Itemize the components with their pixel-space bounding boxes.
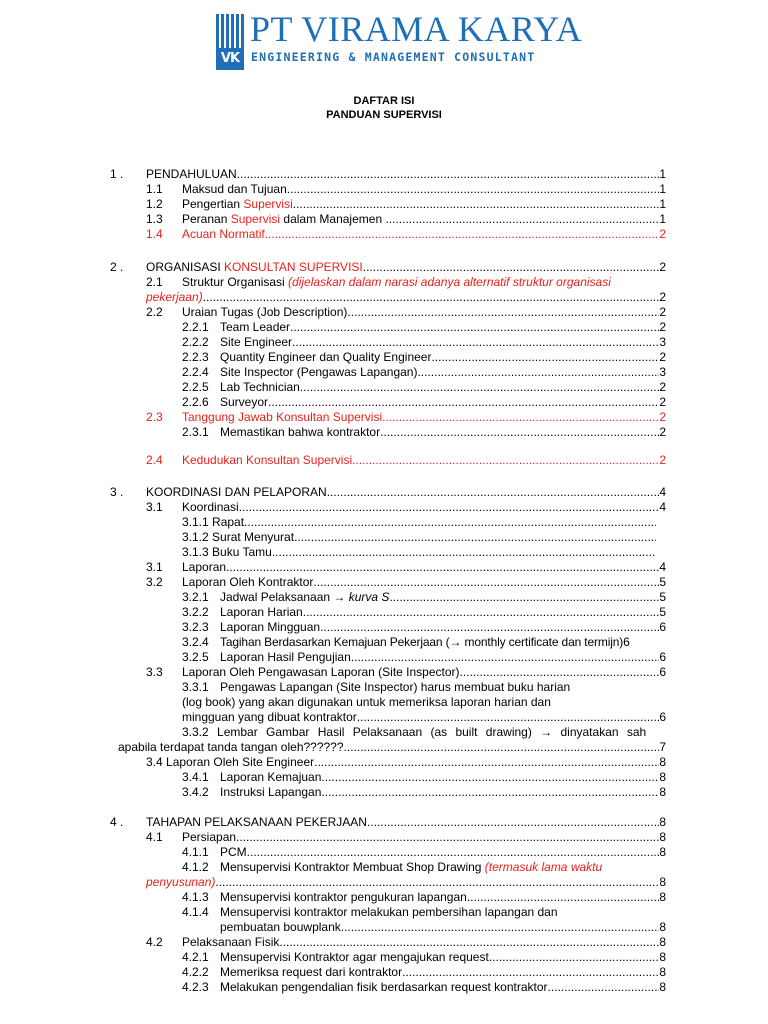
toc-title: Uraian Tugas (Job Description) bbox=[182, 305, 348, 319]
toc-number: 2.2.3 bbox=[182, 350, 209, 364]
toc-title: Acuan Normatif bbox=[182, 227, 265, 241]
toc-page: 6 bbox=[659, 620, 666, 634]
toc-number: 4.1.2 bbox=[182, 860, 209, 874]
toc-title: Laporan Mingguan bbox=[220, 620, 321, 634]
toc-title-continued: apabila terdapat tanda tangan oleh?????? bbox=[118, 740, 344, 754]
toc-title: Quantity Engineer dan Quality Engineer bbox=[220, 350, 432, 364]
toc-number: 3.4.2 bbox=[182, 785, 209, 799]
toc-title: Mensupervisi Kontraktor Membuat Shop Drawing (termasuk lama waktu bbox=[220, 860, 603, 874]
toc-title: Laporan Hasil Pengujian bbox=[220, 650, 351, 664]
toc-entry-3-2-4[interactable] bbox=[182, 635, 768, 650]
toc-title: TAHAPAN PELAKSANAAN PEKERJAAN bbox=[146, 815, 367, 829]
toc-entry-3-1-3[interactable] bbox=[182, 545, 768, 560]
toc-title: Memeriksa request dari kontraktor bbox=[220, 965, 403, 979]
toc-entry-1[interactable] bbox=[110, 167, 768, 182]
company-header bbox=[216, 8, 583, 70]
toc-title: Laporan Oleh Pengawasan Laporan (Site Inspector) bbox=[182, 665, 460, 679]
toc-page: 1 bbox=[659, 182, 666, 196]
toc-number: 1.3 bbox=[146, 212, 163, 226]
toc-title: Instruksi Lapangan bbox=[220, 785, 322, 799]
toc-number: 2.2.2 bbox=[182, 335, 209, 349]
toc-title: Laporan Harian bbox=[220, 605, 303, 619]
toc-number: 3.1 bbox=[146, 560, 163, 574]
toc-entry-3-3-1[interactable] bbox=[182, 680, 768, 695]
toc-title: Surveyor bbox=[220, 395, 269, 409]
toc-title: Kedudukan Konsultan Supervisi bbox=[182, 453, 353, 467]
toc-title: Tagihan Berdasarkan Kemajuan Pekerjaan (→ monthly certificate dan termijn)6 bbox=[220, 635, 630, 649]
toc-title: Laporan Kemajuan bbox=[220, 770, 322, 784]
toc-entry-1-1[interactable] bbox=[146, 182, 768, 197]
toc-number: 4.2.2 bbox=[182, 965, 209, 979]
toc-number: 3.2.1 bbox=[182, 590, 209, 604]
toc-entry-3-3-1-line2: (log book) yang akan digunakan untuk memeriksa laporan harian dan bbox=[182, 695, 551, 709]
toc-page: 6 bbox=[659, 710, 666, 724]
toc-entry-3-3[interactable] bbox=[146, 665, 768, 680]
document-subtitle: PANDUAN SUPERVISI bbox=[326, 109, 442, 121]
toc-number: 1.4 bbox=[146, 227, 163, 241]
company-name: PT VIRAMA KARYA bbox=[250, 9, 583, 49]
toc-entry-3-3-2-cont[interactable] bbox=[118, 740, 768, 755]
toc-number: 1 . bbox=[110, 167, 124, 181]
toc-entry-3-2-5[interactable] bbox=[182, 650, 768, 665]
toc-entry-3-1-1[interactable] bbox=[182, 515, 768, 530]
toc-page: 4 bbox=[659, 500, 666, 514]
toc-number: 2.4 bbox=[146, 453, 163, 467]
toc-page: 8 bbox=[659, 830, 666, 844]
toc-number: 4.1.1 bbox=[182, 845, 209, 859]
toc-page: 5 bbox=[659, 605, 666, 619]
toc-entry-4-1-1[interactable] bbox=[182, 845, 768, 860]
toc-title: Maksud dan Tujuan bbox=[182, 182, 287, 196]
toc-number: 4.1.3 bbox=[182, 890, 209, 904]
toc-entry-4-1-3[interactable] bbox=[182, 890, 768, 905]
logo-stripes bbox=[216, 14, 244, 48]
toc-entry-2-2-6[interactable] bbox=[182, 395, 768, 410]
toc-page: 2 bbox=[659, 453, 666, 467]
toc-title: 3.1.3 Buku Tamu bbox=[182, 545, 272, 559]
toc-page: 2 bbox=[659, 260, 666, 274]
toc-entry-2-2-4[interactable] bbox=[182, 365, 768, 380]
toc-page: 1 bbox=[659, 212, 666, 226]
toc-number: 2 . bbox=[110, 260, 124, 274]
toc-title: 3.1.1 Rapat bbox=[182, 515, 245, 529]
toc-title: Pelaksanaan Fisik bbox=[182, 935, 280, 949]
toc-entry-3-1[interactable] bbox=[146, 500, 768, 515]
toc-number: 2.2.4 bbox=[182, 365, 209, 379]
toc-entry-2-2[interactable] bbox=[146, 305, 768, 320]
toc-number: 2.3.1 bbox=[182, 425, 209, 439]
toc-title: Site Inspector (Pengawas Lapangan) bbox=[220, 365, 418, 379]
toc-title: Pengawas Lapangan (Site Inspector) harus membuat buku harian bbox=[220, 680, 571, 694]
toc-page: 1 bbox=[659, 167, 666, 181]
toc-entry-3-2[interactable] bbox=[146, 575, 768, 590]
toc-number: 2.2.1 bbox=[182, 320, 209, 334]
toc-page: 2 bbox=[659, 227, 666, 241]
toc-title: PCM bbox=[220, 845, 247, 859]
toc-number: 3.1 bbox=[146, 500, 163, 514]
toc-number: 2.2 bbox=[146, 305, 163, 319]
toc-page: 8 bbox=[659, 755, 666, 769]
toc-number: 3.4.1 bbox=[182, 770, 209, 784]
toc-entry-3[interactable] bbox=[110, 485, 768, 500]
toc-number: 4.2 bbox=[146, 935, 163, 949]
toc-title: Mensupervisi Kontraktor agar mengajukan request bbox=[220, 950, 489, 964]
toc-title: Lab Technician bbox=[220, 380, 300, 394]
toc-entry-2-1-cont[interactable] bbox=[146, 290, 768, 305]
toc-number: 2.2.6 bbox=[182, 395, 209, 409]
toc-entry-4-1-4[interactable] bbox=[182, 905, 768, 920]
toc-entry-4-2-3[interactable] bbox=[182, 980, 768, 995]
toc-page: 8 bbox=[659, 920, 666, 934]
toc-entry-3-4[interactable] bbox=[146, 755, 768, 770]
toc-number: 3.3 bbox=[146, 665, 163, 679]
toc-title: PENDAHULUAN bbox=[146, 167, 237, 181]
toc-page: 5 bbox=[659, 590, 666, 604]
toc-title: Pengertian Supervisi bbox=[182, 197, 293, 211]
toc-title: 3.1.2 Surat Menyurat bbox=[182, 530, 295, 544]
toc-entry-1-3[interactable] bbox=[146, 212, 768, 227]
toc-entry-4-1-4-cont[interactable] bbox=[220, 920, 768, 935]
toc-page: 8 bbox=[659, 785, 666, 799]
toc-title: Memastikan bahwa kontraktor bbox=[220, 425, 381, 439]
toc-page: 6 bbox=[659, 650, 666, 664]
toc-page: 4 bbox=[659, 485, 666, 499]
document-title: DAFTAR ISI bbox=[353, 95, 415, 107]
toc-entry-4-1-2-cont[interactable] bbox=[146, 875, 768, 890]
toc-entry-4-2-1[interactable] bbox=[182, 950, 768, 965]
toc-entry-1-4[interactable] bbox=[146, 227, 768, 242]
toc-entry-2-1[interactable] bbox=[146, 275, 768, 290]
toc-title: Mensupervisi kontraktor pengukuran lapangan bbox=[220, 890, 467, 904]
toc-entry-3-1-2[interactable] bbox=[182, 530, 768, 545]
toc-number: 3.3.1 bbox=[182, 680, 209, 694]
toc-page: 7 bbox=[659, 740, 666, 754]
company-tagline: ENGINEERING & MANAGEMENT CONSULTANT bbox=[251, 50, 536, 64]
toc-number: 3.2.4 bbox=[182, 635, 209, 649]
toc-number: 2.2.5 bbox=[182, 380, 209, 394]
toc-page: 2 bbox=[659, 305, 666, 319]
toc-title: Persiapan bbox=[182, 830, 237, 844]
toc-title: Laporan Oleh Kontraktor bbox=[182, 575, 314, 589]
toc-page: 8 bbox=[659, 815, 666, 829]
toc-page: 8 bbox=[659, 890, 666, 904]
toc-title-continued: penyusunan) bbox=[146, 875, 216, 889]
toc-page: 5 bbox=[659, 575, 666, 589]
toc-number: 4 . bbox=[110, 815, 124, 829]
toc-entry-2-2-2[interactable] bbox=[182, 335, 768, 350]
toc-number: 2.1 bbox=[146, 275, 163, 289]
toc-entry-2-2-5[interactable] bbox=[182, 380, 768, 395]
toc-page: 2 bbox=[659, 320, 666, 334]
toc-number: 1.2 bbox=[146, 197, 163, 211]
toc-page: 8 bbox=[659, 965, 666, 979]
toc-page: 8 bbox=[659, 770, 666, 784]
toc-page: 8 bbox=[659, 935, 666, 949]
toc-title: 3.4 Laporan Oleh Site Engineer bbox=[146, 755, 315, 769]
toc-page: 2 bbox=[659, 290, 666, 304]
toc-entry-2-2-3[interactable] bbox=[182, 350, 768, 365]
toc-entry-3-1-laporan[interactable] bbox=[146, 560, 768, 575]
toc-title: Melakukan pengendalian fisik berdasarkan request kontraktor bbox=[220, 980, 548, 994]
toc-number: 4.2.3 bbox=[182, 980, 209, 994]
toc-title: Site Engineer bbox=[220, 335, 293, 349]
toc-title: ORGANISASI KONSULTAN SUPERVISI bbox=[146, 260, 363, 274]
toc-entry-4-2-2[interactable] bbox=[182, 965, 768, 980]
toc-entry-4-1[interactable] bbox=[146, 830, 768, 845]
toc-title: Tanggung Jawab Konsultan Supervisi bbox=[182, 410, 383, 424]
toc-title: Jadwal Pelaksanaan → kurva S bbox=[220, 590, 390, 604]
toc-entry-3-3-2[interactable] bbox=[182, 725, 768, 740]
toc-page: 3 bbox=[659, 365, 666, 379]
toc-title: Peranan Supervisi dalam Manajemen bbox=[182, 212, 386, 226]
toc-page: 8 bbox=[659, 980, 666, 994]
toc-page: 2 bbox=[659, 395, 666, 409]
toc-entry-3-4-2[interactable] bbox=[182, 785, 768, 800]
toc-number: 3.2.3 bbox=[182, 620, 209, 634]
toc-title: KOORDINASI DAN PELAPORAN bbox=[146, 485, 327, 499]
toc-title-continued: mingguan yang dibuat kontraktor bbox=[182, 710, 357, 724]
toc-page: 8 bbox=[659, 950, 666, 964]
toc-number: 3.2.5 bbox=[182, 650, 209, 664]
company-logo bbox=[216, 14, 244, 70]
toc-entry-3-2-2[interactable] bbox=[182, 605, 768, 620]
toc-entry-2-3[interactable] bbox=[146, 410, 768, 425]
toc-entry-3-3-1-line3[interactable] bbox=[182, 710, 768, 725]
toc-page: 8 bbox=[659, 875, 666, 889]
toc-title: Mensupervisi kontraktor melakukan pembersihan lapangan dan bbox=[220, 905, 558, 919]
toc-number: 3 . bbox=[110, 485, 124, 499]
toc-entry-4[interactable] bbox=[110, 815, 768, 830]
toc-entry-4-2[interactable] bbox=[146, 935, 768, 950]
toc-title-continued: pekerjaan) bbox=[146, 290, 203, 304]
toc-page: 2 bbox=[659, 410, 666, 424]
toc-number: 4.1 bbox=[146, 830, 163, 844]
toc-number: 2.3 bbox=[146, 410, 163, 424]
toc-title: Laporan bbox=[182, 560, 227, 574]
toc-entry-2-3-1[interactable] bbox=[182, 425, 768, 440]
toc-page: 6 bbox=[659, 665, 666, 679]
toc-page: 2 bbox=[659, 425, 666, 439]
toc-entry-4-1-2[interactable] bbox=[182, 860, 768, 875]
toc-entry-2-2-1[interactable] bbox=[182, 320, 768, 335]
toc-number: 4.1.4 bbox=[182, 905, 209, 919]
toc-number: 3.2.2 bbox=[182, 605, 209, 619]
toc-title-continued: pembuatan bouwplank bbox=[220, 920, 341, 934]
toc-title: Team Leader bbox=[220, 320, 291, 334]
toc-number: 4.2.1 bbox=[182, 950, 209, 964]
toc-title: 3.3.2 Lembar Gambar Hasil Pelaksanaan (as built drawing) → dinyatakan sah bbox=[182, 725, 647, 739]
toc-entry-3-2-3[interactable] bbox=[182, 620, 768, 635]
toc-entry-3-4-1[interactable] bbox=[182, 770, 768, 785]
toc-page: 2 bbox=[659, 380, 666, 394]
toc-page: 1 bbox=[659, 197, 666, 211]
toc-entry-1-2[interactable] bbox=[146, 197, 768, 212]
toc-title: Struktur Organisasi (dijelaskan dalam narasi adanya alternatif struktur organisasi bbox=[182, 275, 611, 289]
toc-page: 4 bbox=[659, 560, 666, 574]
toc-page: 8 bbox=[659, 845, 666, 859]
toc-entry-2[interactable] bbox=[110, 260, 768, 275]
toc-title: Koordinasi bbox=[182, 500, 239, 514]
toc-number: 3.2 bbox=[146, 575, 163, 589]
toc-page: 3 bbox=[659, 335, 666, 349]
toc-number: 1.1 bbox=[146, 182, 163, 196]
toc-entry-2-4[interactable] bbox=[146, 453, 768, 468]
logo-monogram: VK bbox=[216, 48, 244, 70]
toc-entry-3-2-1[interactable] bbox=[182, 590, 768, 605]
toc-page: 2 bbox=[659, 350, 666, 364]
